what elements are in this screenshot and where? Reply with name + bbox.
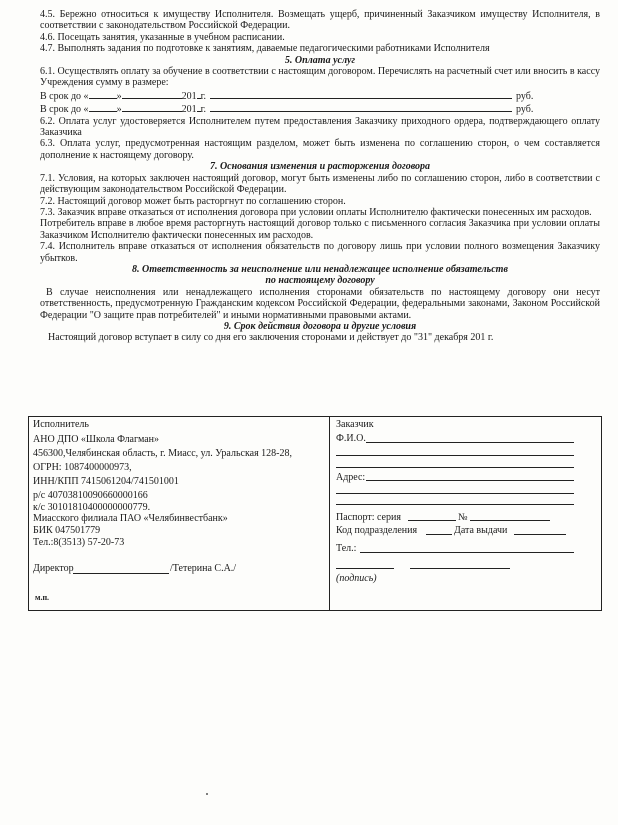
address-line-3[interactable]: [336, 504, 574, 505]
payment-mid: »: [116, 104, 122, 116]
clause-6-1: 6.1. Осуществлять оплату за обучение в соответствии с настоящим договором. Перечислять на расчетный счет или вносить в кассу Учреждения сумму в размере:: [40, 66, 600, 89]
parties-details-table: [28, 416, 602, 611]
contract-text: [40, 9, 600, 344]
passport-series-line[interactable]: [408, 520, 456, 521]
clause-6-3: 6.3. Оплата услуг, предусмотренная настоящим разделом, может быть изменена по соглашению сторон, о чем составляется дополнение к настоящему договору.: [40, 138, 600, 161]
customer-title: Заказчик: [336, 419, 374, 430]
payment-rub: руб.: [516, 90, 534, 102]
executor-ogrn: ОГРН: 1087400000973,: [33, 462, 132, 473]
payment-year: 201: [181, 104, 197, 116]
scan-speck: [206, 793, 208, 795]
issue-date-line[interactable]: [514, 534, 566, 535]
amount-blank[interactable]: [210, 89, 512, 99]
subdivision-code-line[interactable]: [426, 534, 452, 535]
director-signature-line[interactable]: [73, 573, 169, 574]
executor-org: АНО ДПО «Школа Флагман»: [33, 434, 160, 445]
clause-7-4: 7.4. Исполнитель вправе отказаться от исполнения обязательств по договору лишь при условии полного возмещения Заказчику убытков.: [40, 241, 600, 264]
clause-4-5: 4.5. Бережно относиться к имуществу Исполнителя. Возмещать ущерб, причиненный Заказчиком имуществу Исполнителя, в соответствии с законодательством Российской Федерации.: [40, 9, 600, 32]
stamp-label: м.п.: [35, 593, 50, 602]
issue-date-label: Дата выдачи: [454, 525, 508, 536]
address-label: Адрес:: [336, 472, 366, 483]
month-blank[interactable]: [122, 89, 182, 99]
section-8-heading: 8. Ответственность за неисполнение или ненадлежащее исполнение обязательств: [132, 263, 508, 275]
payment-year: 201: [181, 90, 197, 102]
term-clause: Настоящий договор вступает в силу со дня его заключения сторонами и действует до "31" декабря 201 г.: [48, 332, 494, 344]
day-blank[interactable]: [89, 102, 117, 112]
liability-clause: В случае неисполнения или ненадлежащего исполнения сторонами обязательств по настоящему договору они несут ответственность, предусмотренную Гражданским кодексом Российской Федерации, федеральными законами, Законом Российской Федерации "О защите прав потребителей" и иными нормативными правовыми актами.: [40, 286, 600, 321]
section-8-heading-cont: по настоящему договору: [265, 275, 375, 287]
signature-line-1[interactable]: [336, 568, 394, 569]
fio-line[interactable]: [366, 442, 574, 443]
fio-line-2[interactable]: [336, 455, 574, 456]
day-blank[interactable]: [89, 89, 117, 99]
clause-4-6: 4.6. Посещать занятия, указанные в учебном расписании.: [40, 31, 285, 43]
payment-row-1: [40, 89, 600, 102]
clause-6-2: 6.2. Оплата услуг удостоверяется Исполнителем путем предоставления Заказчику приходного ордера, подтверждающего оплату Заказчика: [40, 115, 600, 139]
payment-rub: руб.: [516, 104, 534, 116]
consumer-clause: Потребитель вправе в любое время расторгнуть настоящий договор только с письменного согласия Заказчика при условии оплаты Заказчиком Исполнителю фактически понесенных им расходов.: [40, 218, 600, 241]
executor-bik: БИК 047501779: [33, 525, 101, 536]
fio-line-3[interactable]: [336, 467, 574, 468]
section-7-heading: 7. Основания изменения и расторжения договора: [209, 161, 431, 173]
address-line-2[interactable]: [336, 493, 574, 494]
signature-line-2[interactable]: [410, 568, 510, 569]
payment-g: г.: [200, 104, 207, 116]
clause-7-2: 7.2. Настоящий договор может быть расторгнут по соглашению сторон.: [40, 195, 346, 207]
section-9-heading: 9. Срок действия договора и другие условия: [223, 320, 417, 332]
executor-bank: Миасского филиала ПАО «Челябинвестбанк»: [33, 513, 228, 524]
payment-row-2: [40, 102, 600, 115]
director-label: Директор: [33, 563, 74, 574]
payment-prefix: В срок до «: [40, 90, 89, 102]
section-5-heading: 5. Оплата услуг: [284, 54, 356, 66]
executor-address: 456300,Челябинская область, г. Миасс, ул. Уральская 128-28,: [33, 448, 293, 459]
payment-g: г.: [200, 90, 207, 102]
clause-7-1: 7.1. Условия, на которых заключен настоящий договор, могут быть изменены либо по соглашению сторон, либо в соответствии с действующим законодательством Российской Федерации.: [40, 172, 600, 196]
clause-7-3: 7.3. Заказчик вправе отказаться от исполнения договора при условии оплаты Исполнителю фактически понесенных им расходов.: [40, 206, 592, 218]
executor-ks: к/с 30101810400000000779.: [33, 502, 151, 513]
passport-number-line[interactable]: [470, 520, 550, 521]
executor-rs: р/с 40703810090660000166: [33, 490, 148, 501]
clause-4-7: 4.7. Выполнять задания по подготовке к занятиям, даваемые педагогическими работниками Исполнителя: [40, 43, 490, 55]
customer-details: [330, 417, 600, 610]
phone-line[interactable]: [360, 552, 574, 553]
phone-label: Тел.:: [336, 543, 357, 554]
payment-prefix: В срок до «: [40, 104, 89, 116]
fio-label: Ф.И.О.: [336, 433, 366, 444]
address-line[interactable]: [366, 480, 574, 481]
month-blank[interactable]: [122, 102, 182, 112]
amount-blank[interactable]: [210, 102, 512, 112]
payment-mid: »: [116, 90, 122, 102]
passport-number-label: №: [458, 512, 468, 523]
executor-details: [29, 417, 330, 610]
signature-label: (подпись): [336, 573, 377, 584]
executor-inn: ИНН/КПП 7415061204/741501001: [33, 476, 179, 487]
executor-title: Исполнитель: [33, 419, 89, 430]
director-name: /Тетерина С.А./: [170, 563, 237, 574]
passport-label: Паспорт: серия: [336, 512, 401, 523]
subdivision-code-label: Код подразделения: [336, 525, 418, 536]
executor-phone: Тел.:8(3513) 57-20-73: [33, 537, 125, 548]
